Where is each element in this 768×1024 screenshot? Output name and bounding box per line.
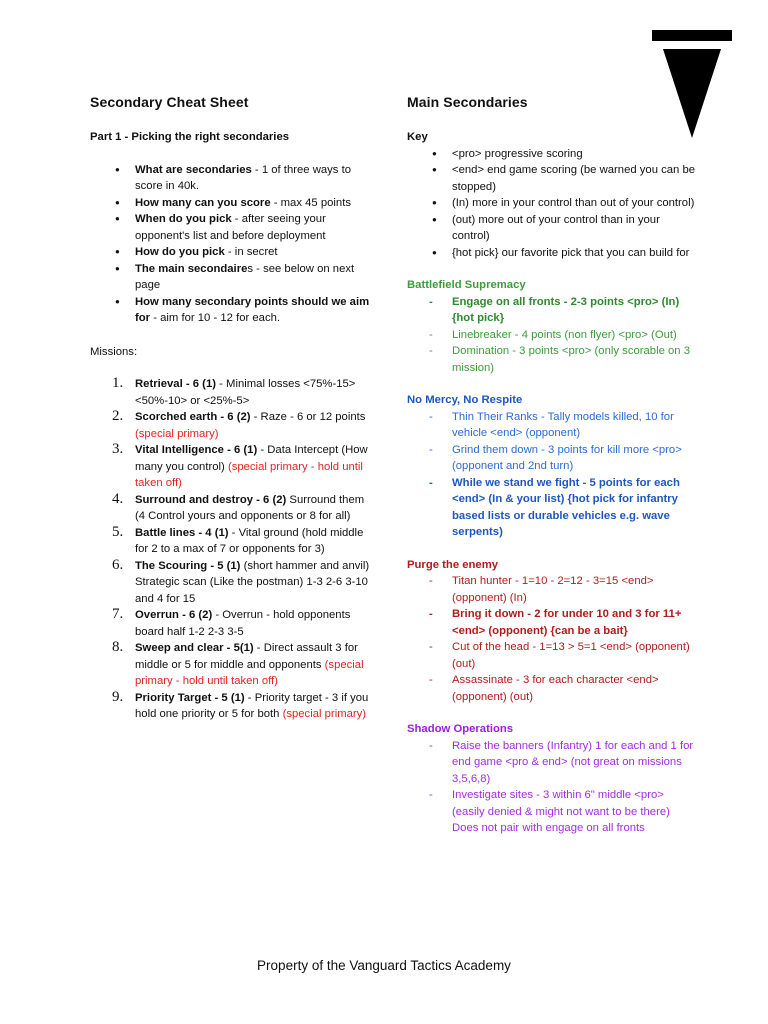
page-title: Secondary Cheat Sheet <box>90 94 249 110</box>
section-heading: No Mercy, No Respite <box>407 394 523 406</box>
list-item: - Titan hunter - 1=10 - 2=12 - 3=15 <end> (opponent) (In) <box>429 573 697 606</box>
list-item: ● How do you pick - in secret <box>110 244 370 261</box>
section-heading: Battlefield Supremacy <box>407 279 526 291</box>
mission-item: 7. Overrun - 6 (2) - Overrun - hold opponents board half 1-2 2-3 3-5 <box>112 606 351 638</box>
purge-enemy-section <box>407 557 697 706</box>
list-item: - Linebreaker - 4 points (non flyer) <pro> (Out) <box>429 327 697 344</box>
section-heading: Shadow Operations <box>407 723 514 735</box>
list-item: - Investigate sites - 3 within 6" middle <pro> (easily denied & might not want to be there) Does not pair with engage on all fronts <box>429 787 697 837</box>
mission-item: 8. Sweep and clear - 5(1) - Direct assault 3 for middle or 5 for middle and opponents (special primary - hold until taken off) <box>112 639 364 687</box>
left-column <box>90 92 370 723</box>
list-item: ● When do you pick - after seeing your opponent's list and before deployment <box>110 211 370 244</box>
key-label: Key <box>407 131 428 143</box>
overview-list <box>110 162 370 327</box>
mission-item: 6. The Scouring - 5 (1) (short hammer and anvil) Strategic scan (Like the postman) 1-3 2-6 3-10 and 4 for 15 <box>112 556 370 605</box>
list-item: ● How many can you score - max 45 points <box>110 195 370 212</box>
shadow-operations-section <box>407 721 697 837</box>
list-item: ● {hot pick} our favorite pick that you can build for <box>427 245 697 262</box>
list-item: ● <pro> progressive scoring <box>427 146 697 163</box>
list-item: - Grind them down - 3 points for kill more <pro> (opponent and 2nd turn) <box>429 442 697 475</box>
mission-item: 1. Retrieval - 6 (1) - Minimal losses <75%-15> <50%-10> or <25%-5> <box>112 375 356 407</box>
mission-item: 4. Surround and destroy - 6 (2) Surround them (4 Control yours and opponents or 8 for all) <box>112 490 365 522</box>
section-title: Main Secondaries <box>407 94 528 110</box>
list-item: ● What are secondaries - 1 of three ways to score in 40k. <box>110 162 370 195</box>
list-item: - Bring it down - 2 for under 10 and 3 for 11+ <end> (opponent) {can be a bait} <box>429 606 697 639</box>
missions-label: Missions: <box>90 345 138 358</box>
list-item: - Cut of the head - 1=13 > 5=1 <end> (opponent) (out) <box>429 639 697 672</box>
list-item: ● (In) more in your control than out of your control) <box>427 195 697 212</box>
no-mercy-section <box>407 392 697 541</box>
section-heading: Purge the enemy <box>407 558 499 571</box>
list-item: - Thin Their Ranks - Tally models killed, 10 for vehicle <end> (opponent) <box>429 409 697 442</box>
right-column <box>407 92 697 853</box>
list-item: - While we stand we fight - 5 points for each <end> (In & your list) {hot pick for infantry based lists or durable vehicles e.g. wave serpents) <box>429 475 697 541</box>
list-item: - Engage on all fronts - 2-3 points <pro> (In) {hot pick} <box>429 294 697 327</box>
missions-list <box>112 376 370 723</box>
footer-text: Property of the Vanguard Tactics Academy <box>257 958 511 973</box>
list-item: - Domination - 3 points <pro> (only scorable on 3 mission) <box>429 343 697 376</box>
mission-item: 9. Priority Target - 5 (1) - Priority target - 3 if you hold one priority or 5 for both (special primary) <box>112 688 369 720</box>
mission-item: 2. Scorched earth - 6 (2) - Raze - 6 or 12 points (special primary) <box>112 408 366 440</box>
list-item: ● <end> end game scoring (be warned you can be stopped) <box>427 162 697 195</box>
part-title: Part 1 - Picking the right secondaries <box>90 131 290 143</box>
list-item: - Raise the banners (Infantry) 1 for each and 1 for end game <pro & end> (not great on missions 3,5,6,8) <box>429 738 697 788</box>
mission-item: 3. Vital Intelligence - 6 (1) - Data Intercept (How many you control) (special primary - hold until taken off) <box>112 441 368 489</box>
battlefield-supremacy-section <box>407 277 697 376</box>
mission-item: 5. Battle lines - 4 (1) - Vital ground (hold middle for 2 to a max of 7 or opponents for 3) <box>112 523 364 555</box>
list-item: - Assassinate - 3 for each character <end> (opponent) (out) <box>429 672 697 705</box>
list-item: ● The main secondaires - see below on next page <box>110 261 370 294</box>
key-list <box>427 146 697 262</box>
list-item: ● How many secondary points should we aim for - aim for 10 - 12 for each. <box>110 294 370 327</box>
list-item: ● (out) more out of your control than in your control) <box>427 212 697 245</box>
